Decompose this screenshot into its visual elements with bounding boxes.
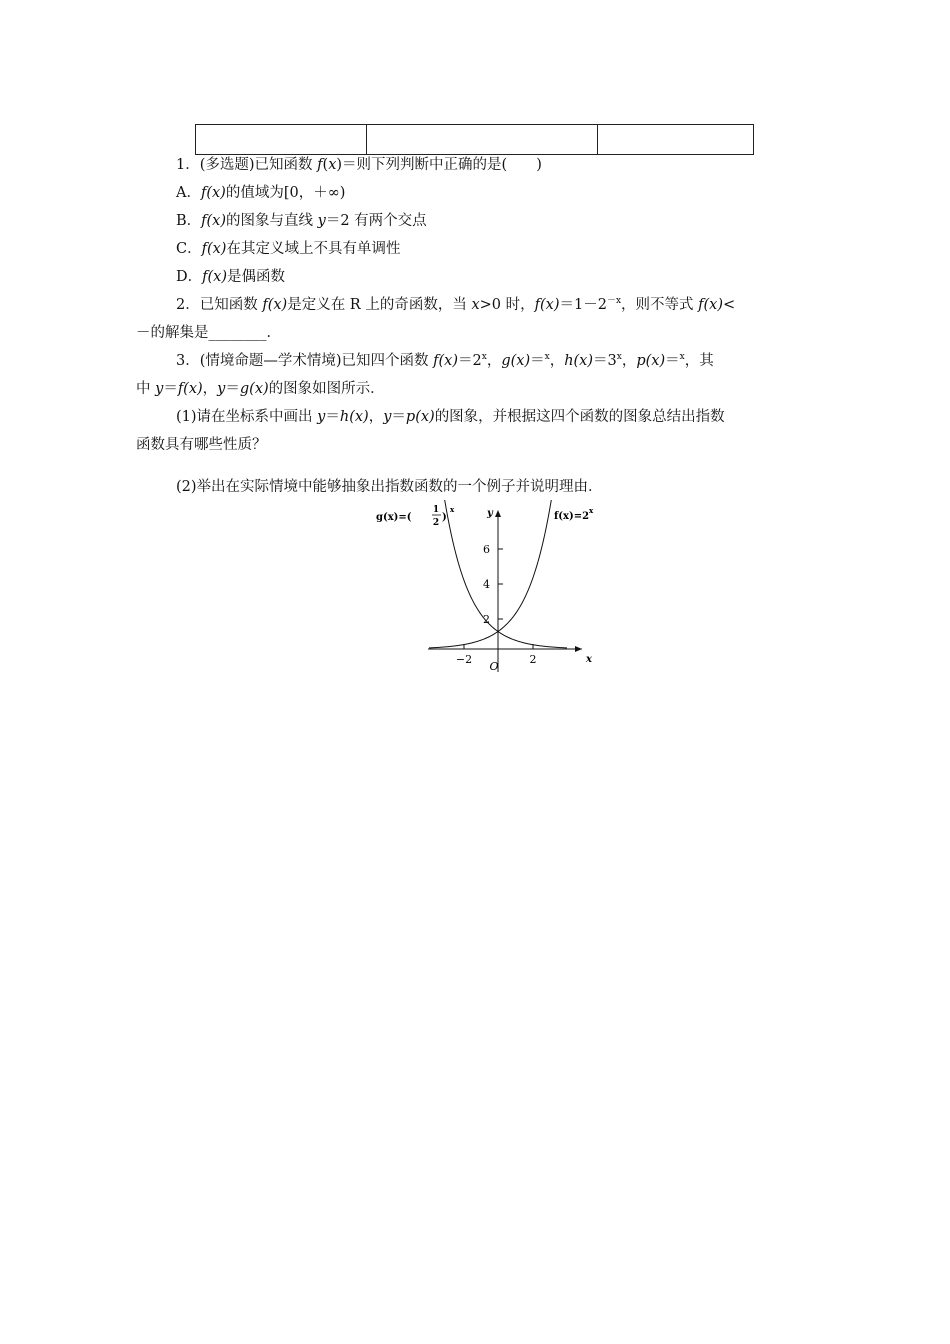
q3-line2: 中 y＝f(x)，y＝g(x)的图象如图所示． [136,381,385,397]
y-axis-arrow [495,510,501,517]
table-cell [196,125,367,155]
q1-option-c: C．f(x)在其定义域上不具有单调性 [176,241,401,257]
q2-stem: 2．已知函数 f(x)是定义在 R 上的奇函数，当 x>0 时，$f(x)=1-2^{-x}$，则不等式 f(x)< [176,296,736,313]
table-cell [367,125,598,155]
label-f: f(x)=2 [554,511,590,522]
y-tick-label: 4 [483,578,490,591]
y-tick-label: 2 [483,613,490,626]
q1-option-b: B．f(x)的图象与直线 y＝2 有两个交点 [176,213,427,229]
x-tick-label: 2 [529,653,537,666]
y-tick-label: 6 [483,543,490,556]
q1-option-d: D．f(x)是偶函数 [176,269,285,285]
label-g-denominator: 2 [432,518,440,528]
x-axis-label: x [586,654,592,665]
q3-part1-line2: 函数具有哪些性质？ [136,437,267,453]
label-g: g(x)=( [376,512,412,523]
exponential-graph [370,500,600,680]
x-tick-label: −2 [455,653,473,666]
q2-line2: －的解集是________． [136,325,281,341]
header-table [195,124,754,155]
q3-part2: (2)举出在实际情境中能够抽象出指数函数的一个例子并说明理由． [176,479,603,495]
table-cell [598,125,754,155]
label-g-close: ) [442,512,447,523]
label-g-numerator: 1 [432,505,440,515]
origin-label: O [489,660,499,673]
q1-option-a: A．f(x)的值域为[0，＋∞) [176,185,346,201]
label-f-exponent: x [589,506,594,515]
label-g-exponent: x [450,505,455,514]
x-axis-arrow [575,646,582,652]
y-axis-label: y [487,508,493,519]
q1-stem: 1．(多选题)已知函数 f(x)＝则下列判断中正确的是( ) [176,157,542,173]
q3-part1: (1)请在坐标系中画出 y＝h(x)，y＝p(x)的图象，并根据这四个函数的图象总结出指数 [176,409,725,425]
q3-stem: 3．(情境命题—学术情境)已知四个函数 $f(x)=2^x$，g(x)＝$^x$，$h(x)=3^x$，p(x)＝$^x$，其 [176,352,714,369]
